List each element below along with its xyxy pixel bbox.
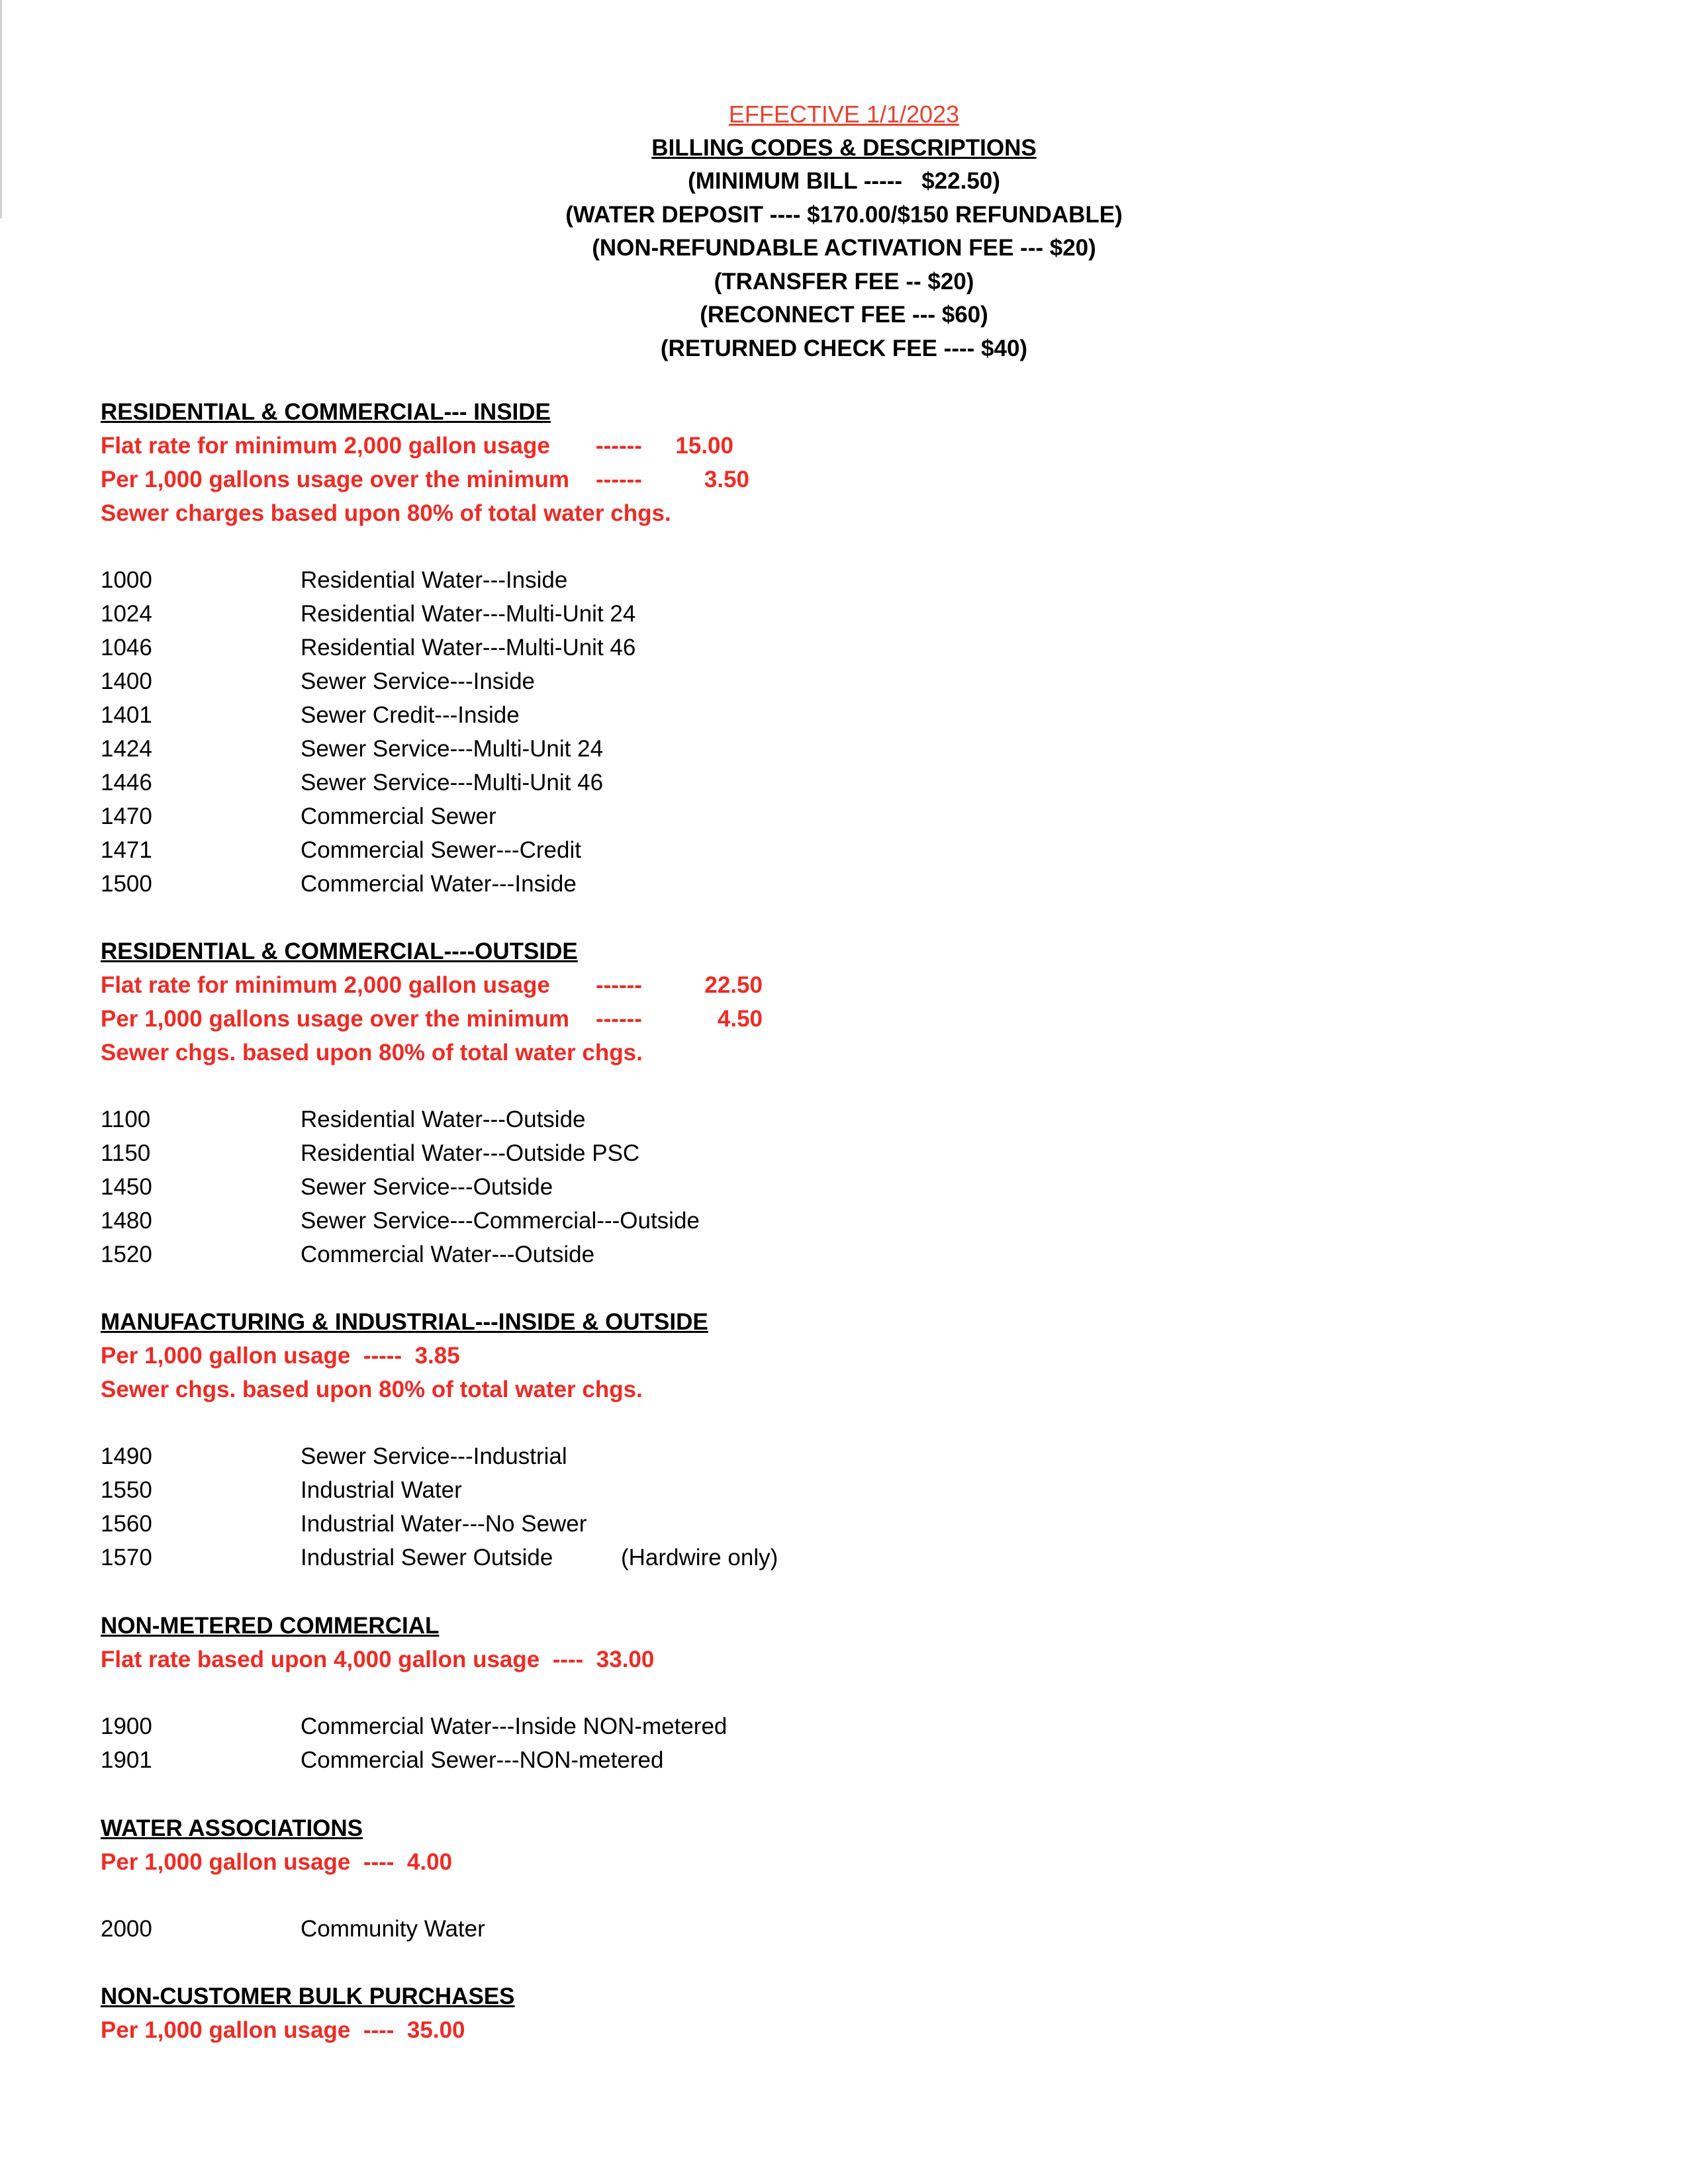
code-row: [101, 631, 1557, 664]
sewer-note: Sewer charges based upon 80% of total water chgs.: [101, 500, 671, 526]
code-description: Residential Water---Outside: [301, 1107, 586, 1132]
code-row: [101, 1136, 1557, 1170]
rate-line: [101, 429, 1557, 463]
code-row: [101, 563, 1557, 597]
section-manufacturing-industrial: [101, 1305, 1557, 1574]
code-row: [101, 732, 1557, 766]
rate-value: 22.50: [704, 972, 763, 998]
rate-line: [101, 1002, 1557, 1036]
code-description: Residential Water---Outside PSC: [301, 1140, 640, 1166]
sewer-note: Sewer chgs. based upon 80% of total water chgs.: [101, 1377, 643, 1402]
rate-value: 15.00: [675, 433, 733, 459]
rate-value: 4.50: [717, 1006, 763, 1032]
code-row: [101, 867, 1557, 901]
billing-code: 1150: [101, 1140, 151, 1166]
billing-code: 1570: [101, 1545, 152, 1570]
section-bulk-purchases: [101, 1979, 1557, 2047]
billing-code: 1100: [101, 1107, 151, 1132]
code-row: [101, 1709, 1557, 1743]
code-list: [101, 1439, 1557, 1574]
document-header: [0, 98, 1688, 365]
code-description: Residential Water---Inside: [301, 567, 568, 593]
rate-line: Per 1,000 gallon usage ---- 35.00: [101, 2017, 465, 2043]
code-row: [101, 1170, 1557, 1204]
water-deposit: (WATER DEPOSIT ---- $170.00/$150 REFUNDABLE): [565, 201, 1123, 228]
code-row: [101, 597, 1557, 631]
rate-description: Flat rate for minimum 2,000 gallon usage: [101, 972, 550, 998]
reconnect-fee: (RECONNECT FEE --- $60): [700, 302, 988, 328]
billing-code: 1024: [101, 601, 152, 627]
code-description: Industrial Water: [301, 1477, 462, 1503]
billing-code: 1520: [101, 1242, 152, 1267]
rate-line: Per 1,000 gallon usage ---- 4.00: [101, 1849, 453, 1875]
code-row: [101, 1541, 1557, 1574]
code-note: (Hardwire only): [621, 1545, 778, 1570]
billing-code: 1480: [101, 1208, 152, 1234]
code-row: [101, 833, 1557, 867]
code-list: [101, 1912, 1557, 1946]
code-row: [101, 1103, 1557, 1136]
code-description: Industrial Water---No Sewer: [301, 1511, 587, 1537]
billing-code: 1560: [101, 1511, 152, 1537]
billing-code: 2000: [101, 1916, 152, 1942]
sewer-note: Sewer chgs. based upon 80% of total water chgs.: [101, 1040, 643, 1066]
returned-check-fee: (RETURNED CHECK FEE ---- $40): [660, 335, 1028, 361]
code-description: Sewer Service---Commercial---Outside: [301, 1208, 700, 1234]
code-row: [101, 1204, 1557, 1238]
code-row: [101, 1912, 1557, 1946]
code-row: [101, 766, 1557, 799]
code-description: Commercial Sewer: [301, 803, 496, 829]
section-title: RESIDENTIAL & COMMERCIAL--- INSIDE: [101, 399, 551, 425]
rate-line: Flat rate based upon 4,000 gallon usage ---- 33.00: [101, 1647, 655, 1672]
code-list: [101, 563, 1557, 901]
code-row: [101, 1238, 1557, 1271]
code-description: Residential Water---Multi-Unit 46: [301, 635, 636, 660]
code-description: Sewer Service---Multi-Unit 46: [301, 770, 604, 796]
rate-description: Per 1,000 gallons usage over the minimum: [101, 1006, 570, 1032]
code-description: Sewer Credit---Inside: [301, 702, 520, 728]
activation-fee: (NON-REFUNDABLE ACTIVATION FEE --- $20): [592, 235, 1096, 261]
code-description: Commercial Water---Outside: [301, 1242, 595, 1267]
billing-code: 1900: [101, 1713, 152, 1739]
code-list: [101, 1103, 1557, 1271]
rate-description: Flat rate for minimum 2,000 gallon usage: [101, 433, 550, 459]
code-row: [101, 799, 1557, 833]
rate-value: 3.50: [704, 467, 749, 492]
minimum-bill: (MINIMUM BILL ----- $22.50): [688, 168, 1000, 194]
code-description: Residential Water---Multi-Unit 24: [301, 601, 636, 627]
section-res-com-outside: [101, 934, 1557, 1271]
code-description: Industrial Sewer Outside: [301, 1545, 553, 1570]
code-description: Sewer Service---Inside: [301, 668, 535, 694]
rate-line: Per 1,000 gallon usage ----- 3.85: [101, 1343, 460, 1369]
section-title: WATER ASSOCIATIONS: [101, 1815, 363, 1841]
section-title: MANUFACTURING & INDUSTRIAL---INSIDE & OUTSIDE: [101, 1309, 708, 1335]
billing-code: 1471: [101, 837, 152, 863]
code-description: Commercial Water---Inside NON-metered: [301, 1713, 727, 1739]
billing-code: 1424: [101, 736, 152, 762]
section-res-com-inside: [101, 395, 1557, 901]
billing-code: 1000: [101, 567, 152, 593]
code-description: Sewer Service---Multi-Unit 24: [301, 736, 604, 762]
billing-code: 1046: [101, 635, 152, 660]
billing-code: 1400: [101, 668, 152, 694]
code-list: [101, 1709, 1557, 1777]
rate-line: [101, 463, 1557, 496]
code-description: Commercial Water---Inside: [301, 871, 577, 897]
billing-code: 1550: [101, 1477, 152, 1503]
billing-code: 1401: [101, 702, 152, 728]
effective-date: EFFECTIVE 1/1/2023: [728, 101, 960, 128]
code-description: Sewer Service---Outside: [301, 1174, 553, 1200]
rate-dash: ------: [596, 433, 642, 459]
transfer-fee: (TRANSFER FEE -- $20): [714, 268, 974, 295]
billing-code: 1450: [101, 1174, 152, 1200]
section-title: NON-CUSTOMER BULK PURCHASES: [101, 1983, 515, 2009]
code-description: Commercial Sewer---NON-metered: [301, 1747, 664, 1773]
code-description: Community Water: [301, 1916, 485, 1942]
section-title: RESIDENTIAL & COMMERCIAL----OUTSIDE: [101, 938, 578, 964]
code-description: Commercial Sewer---Credit: [301, 837, 581, 863]
section-water-associations: [101, 1811, 1557, 1946]
code-row: [101, 698, 1557, 732]
code-row: [101, 1439, 1557, 1473]
document-title: BILLING CODES & DESCRIPTIONS: [651, 134, 1037, 161]
rate-dash: ------: [596, 972, 642, 998]
rate-dash: ------: [596, 467, 642, 492]
billing-code: 1446: [101, 770, 152, 796]
rate-dash: ------: [596, 1006, 642, 1032]
rate-description: Per 1,000 gallons usage over the minimum: [101, 467, 570, 492]
rate-line: [101, 968, 1557, 1002]
code-row: [101, 1473, 1557, 1507]
code-row: [101, 664, 1557, 698]
section-title: NON-METERED COMMERCIAL: [101, 1613, 440, 1639]
billing-code: 1901: [101, 1747, 152, 1773]
code-row: [101, 1507, 1557, 1541]
billing-code: 1470: [101, 803, 152, 829]
section-non-metered-commercial: [101, 1609, 1557, 1777]
billing-code: 1490: [101, 1443, 152, 1469]
billing-code: 1500: [101, 871, 152, 897]
code-description: Sewer Service---Industrial: [301, 1443, 567, 1469]
code-row: [101, 1743, 1557, 1777]
